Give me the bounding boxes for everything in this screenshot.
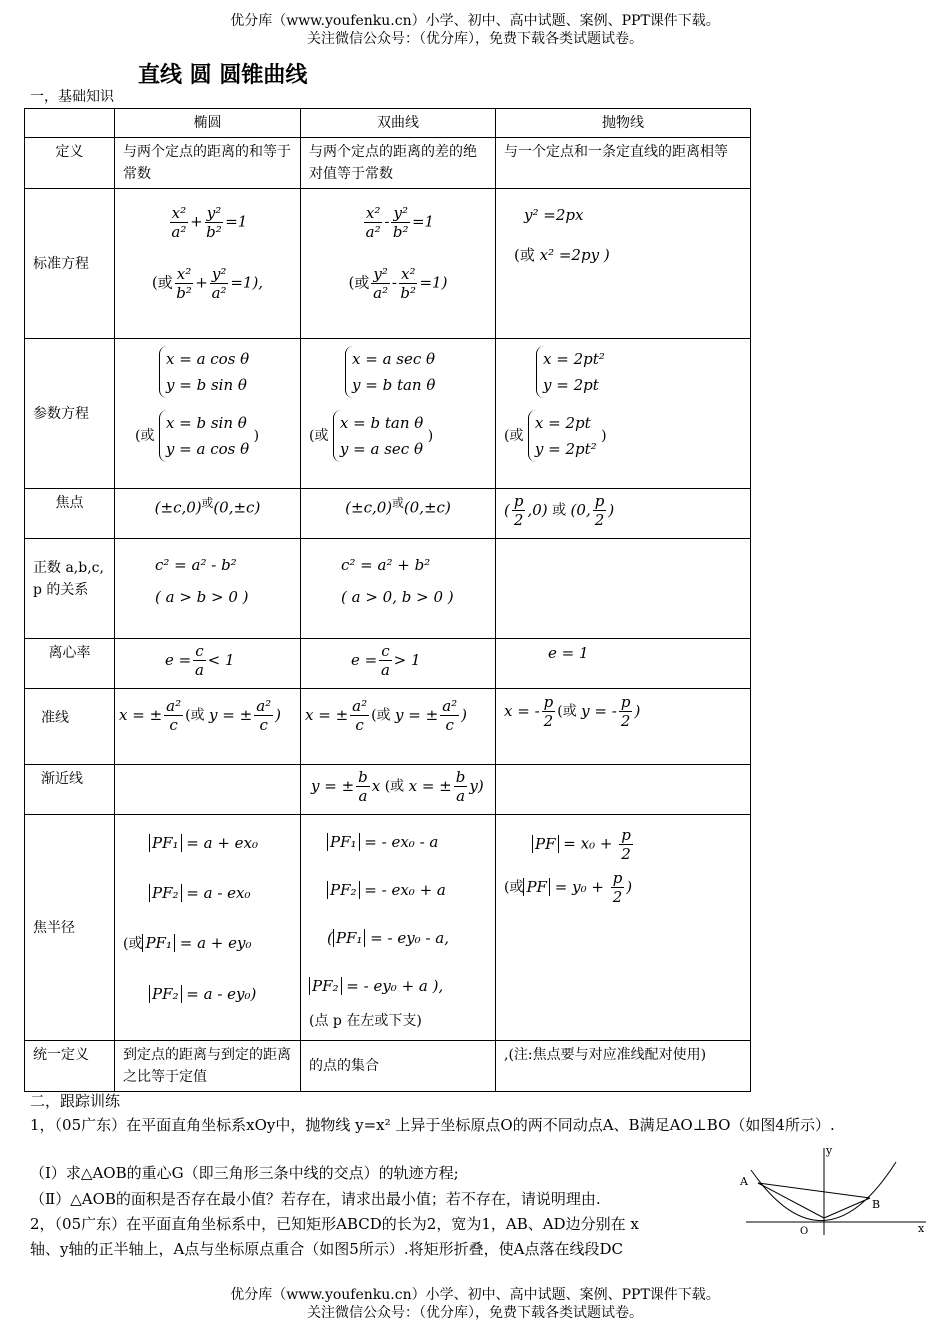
dir-parabola: x = - $\frac{p}{2}$ (或 y = - $\frac{p}{2}$ ) bbox=[496, 689, 751, 765]
segment-ob bbox=[824, 1198, 870, 1218]
header-empty bbox=[25, 109, 115, 138]
row-label-def: 定义 bbox=[25, 138, 115, 189]
segment-ab bbox=[758, 1183, 870, 1198]
row-label-unif: 统一定义 bbox=[25, 1041, 115, 1092]
problem-1: 1，（05广东）在平面直角坐标系xOy中，抛物线 y=x² 上异于坐标原点O的两不同动点A、B满足AO⊥BO（如图4所示）. bbox=[30, 1116, 835, 1134]
label-a: A bbox=[740, 1175, 748, 1188]
def-ellipse: 与两个定点的距离的和等于常数 bbox=[115, 138, 301, 189]
row-label-focus: 焦点 bbox=[25, 489, 115, 539]
problem-1b: （Ⅱ）△AOB的面积是否存在最小值？若存在，请求出最小值；若不存在，请说明理由. bbox=[30, 1190, 601, 1208]
dir-ellipse: x = ± $\frac{\text{a²}}{c}$ (或 y = ± $\frac{\text{a²}}{c}$ ) bbox=[115, 689, 301, 765]
ecc-parabola: e = 1 bbox=[496, 639, 751, 689]
row-label-dir: 准线 bbox=[25, 689, 115, 765]
row-label-std: 标准方程 bbox=[25, 189, 115, 339]
problem-2b: 轴、y轴的正半轴上，A点与坐标原点重合（如图5所示）.将矩形折叠，使A点落在线段DC bbox=[30, 1240, 623, 1258]
def-hyperbola: 与两个定点的距离的差的绝对值等于常数 bbox=[301, 138, 496, 189]
problem-2a: 2，（05广东）在平面直角坐标系中，已知矩形ABCD的长为2，宽为1，AB、AD边分别在 x bbox=[30, 1215, 639, 1233]
focus-ellipse: $(\pm c,0)^或(0,\pm c)$ bbox=[115, 489, 301, 539]
param-parabola: x = 2pt² y = 2pt (或 x = 2pt y = 2pt² ) bbox=[496, 339, 751, 489]
col-ellipse: 椭圆 bbox=[115, 109, 301, 138]
col-parabola: 抛物线 bbox=[496, 109, 751, 138]
std-hyperbola: $\frac{\text{x²}}{\text{a²}}$ - $\frac{\text{y²}}{\text{b²}}$ =1 (或 $\frac{\text{y²}}{\text{a²}}$ - $\frac{\text{x²}}{\text{b²}}$ =1) bbox=[301, 189, 496, 339]
std-ellipse: $\frac{\text{x²}}{\text{a²}}$ + $\frac{\text{y²}}{\text{b²}}$ =1 (或 $\frac{\text{x²}}{\text{b²}}$ + $\frac{\text{y²}}{\text{a²}}$ =1), bbox=[115, 189, 301, 339]
param-hyperbola: x = a sec θ y = b tan θ (或 x = b tan θ y = a sec θ ) bbox=[301, 339, 496, 489]
row-label-rel: 正数 a,b,c, p 的关系 bbox=[25, 539, 115, 639]
col-hyperbola: 双曲线 bbox=[301, 109, 496, 138]
row-label-asym: 渐近线 bbox=[25, 765, 115, 815]
asym-parabola bbox=[496, 765, 751, 815]
label-x: x bbox=[918, 1222, 925, 1235]
dir-hyperbola: x = ± $\frac{\text{a²}}{c}$ (或 y = ± $\frac{\text{a²}}{c}$ ) bbox=[301, 689, 496, 765]
focus-parabola: ( $\frac{p}{2}$ ,0) 或 (0, $\frac{p}{2}$ ) bbox=[496, 489, 751, 539]
footer-line1: 优分库（www.youfenku.cn）小学、初中、高中试题、案例、PPT课件下载。 bbox=[230, 1287, 720, 1303]
unif-parabola: ,(注:焦点要与对应准线配对使用) bbox=[496, 1041, 751, 1092]
conic-table bbox=[24, 108, 751, 1092]
rel-ellipse: c² = a² - b² ( a > b > 0 ) bbox=[115, 539, 301, 639]
header-line1: 优分库（www.youfenku.cn）小学、初中、高中试题、案例、PPT课件下载。 bbox=[230, 13, 720, 29]
def-parabola: 与一个定点和一条定直线的距离相等 bbox=[496, 138, 751, 189]
rad-ellipse: PF₁ = a + ex₀ PF₂ = a - ex₀ (或 PF₁ = a + ey₀ PF₂ = a - ey₀) bbox=[115, 815, 301, 1041]
footer-line2: 关注微信公众号：（优分库），免费下载各类试题试卷。 bbox=[307, 1305, 643, 1321]
ecc-ellipse: e = $\frac{c}{a}$ < 1 bbox=[115, 639, 301, 689]
row-label-param: 参数方程 bbox=[25, 339, 115, 489]
rel-parabola bbox=[496, 539, 751, 639]
label-b: B bbox=[872, 1198, 881, 1211]
unif-hyperbola: 的点的集合 bbox=[301, 1041, 496, 1092]
row-label-rad: 焦半径 bbox=[25, 815, 115, 1041]
ecc-hyperbola: e = $\frac{c}{a}$ > 1 bbox=[301, 639, 496, 689]
std-parabola: y² =2px (或 x² =2py ) bbox=[496, 189, 751, 339]
figure-parabola bbox=[736, 1140, 936, 1240]
rad-parabola: PF = x₀ + $\frac{p}{2}$ (或 PF = y₀ + $\frac{p}{2}$ ) bbox=[496, 815, 751, 1041]
header bbox=[0, 12, 950, 48]
rad-hyperbola: PF₁ = - ex₀ - a PF₂ = - ex₀ + a ( PF₁ = - ey₀ - a, PF₂ = - ey₀ + a ), (点 p 在左或下支) bbox=[301, 815, 496, 1041]
problem-1a: （Ⅰ）求△AOB的重心G（即三角形三条中线的交点）的轨迹方程; bbox=[30, 1164, 459, 1182]
label-y: y bbox=[826, 1144, 833, 1157]
note-p: (点 p 在左或下支) bbox=[309, 1013, 422, 1029]
rel-hyperbola: c² = a² + b² ( a > 0, b > 0 ) bbox=[301, 539, 496, 639]
segment-ao bbox=[758, 1183, 824, 1218]
section-practice: 二，跟踪训练 bbox=[30, 1092, 121, 1110]
footer bbox=[0, 1286, 950, 1322]
header-line2: 关注微信公众号：（优分库），免费下载各类试题试卷。 bbox=[307, 31, 643, 47]
asym-hyperbola: y = ± $\frac{b}{a}$ x (或 x = ± $\frac{b}{a}$ y) bbox=[301, 765, 496, 815]
unif-ellipse: 到定点的距离与到定的距离之比等于定值 bbox=[115, 1041, 301, 1092]
focus-hyperbola: $(\pm c,0)^或(0,\pm c)$ bbox=[301, 489, 496, 539]
row-label-ecc: 离心率 bbox=[25, 639, 115, 689]
param-ellipse: x = a cos θ y = b sin θ (或 x = b sin θ y = a cos θ ) bbox=[115, 339, 301, 489]
label-o: O bbox=[800, 1226, 809, 1237]
asym-ellipse bbox=[115, 765, 301, 815]
section-basic: 一，基础知识 bbox=[30, 89, 114, 105]
page-title: 直线 圆 圆锥曲线 bbox=[138, 63, 308, 88]
